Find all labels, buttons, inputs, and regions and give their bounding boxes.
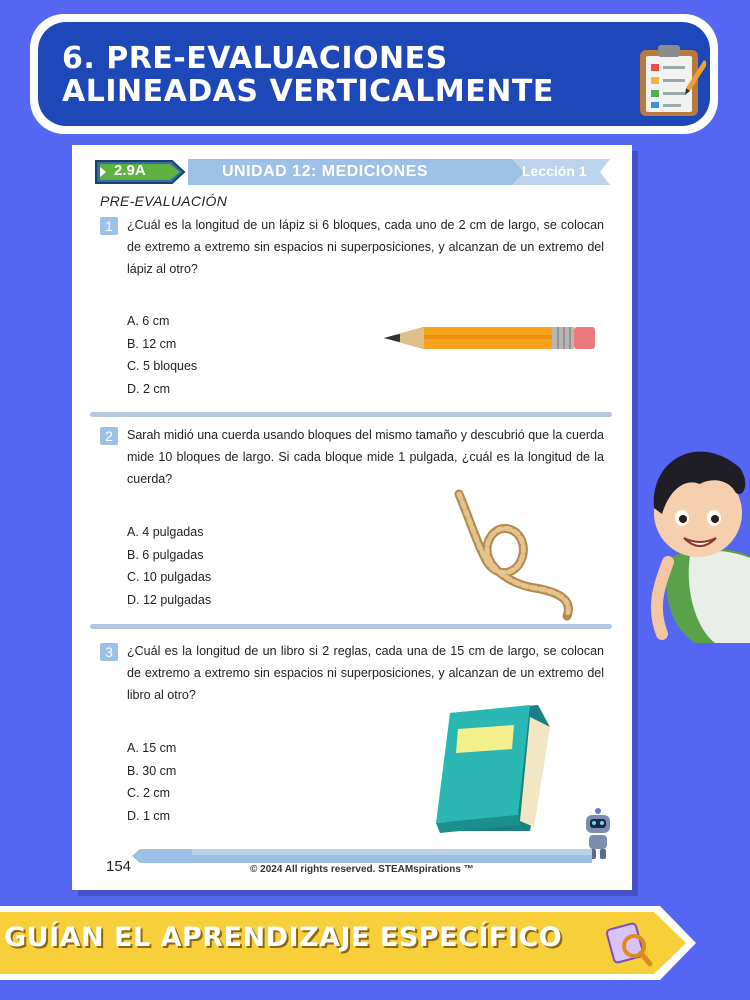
option-c[interactable]: C. 10 pulgadas (127, 570, 212, 584)
option-b[interactable]: B. 12 cm (127, 336, 177, 351)
copyright: © 2024 All rights reserved. STEAMspirations ™ (250, 864, 474, 875)
option-b[interactable]: B. 6 pulgadas (127, 547, 204, 562)
question-text-1: ¿Cuál es la longitud de un lápiz si 6 bloques, cada uno de 2 cm de largo, se colocan de extremo a extremo sin espacios ni superposiciones, y alcanzan de un extremo del lápiz al otro? (127, 218, 604, 276)
lesson-label: Lección 1 (522, 163, 587, 179)
scroll-magnifier-icon (604, 920, 654, 970)
clipboard-checklist-icon (636, 42, 706, 118)
option-d[interactable]: D. 1 cm (127, 808, 171, 823)
option-c[interactable]: C. 5 bloques (127, 359, 198, 373)
question-text-2: Sarah midió una cuerda usando bloques del mismo tamaño y descubrió que la cuerda mide 10 bloques de largo. Si cada bloque mide 1 pulgada, ¿cuál es la longitud de la cuerda? (127, 428, 604, 486)
options-3 (127, 741, 176, 831)
worksheet-page (72, 145, 632, 890)
header-title: 6. PRE-EVALUACIONES ALINEADAS VERTICALMENTE (62, 41, 554, 109)
option-b[interactable]: B. 30 cm (127, 763, 177, 778)
divider (90, 624, 612, 629)
question-number-3: 3 (100, 643, 118, 661)
book-image (422, 703, 554, 835)
pencil-image (384, 325, 598, 351)
unit-code: 2.9A (114, 162, 146, 179)
question-number-1: 1 (100, 217, 118, 235)
option-a[interactable]: A. 6 cm (127, 314, 170, 328)
option-a[interactable]: A. 4 pulgadas (127, 525, 204, 539)
footer-text: GUÍAN EL APRENDIZAJE ESPECÍFICO (4, 922, 563, 953)
option-c[interactable]: C. 2 cm (127, 786, 171, 800)
page-number: 154 (106, 858, 132, 875)
unit-code-badge (92, 159, 180, 185)
unit-title: UNIDAD 12: MEDICIONES (222, 163, 429, 180)
option-a[interactable]: A. 15 cm (127, 741, 177, 755)
footer-banner (0, 906, 700, 980)
question-text-3: ¿Cuál es la longitud de un libro si 2 reglas, cada una de 15 cm de largo, se colocan de extremo a extremo sin espacios ni superposiciones, y alcanzan de un extremo del libro al otro? (127, 644, 604, 702)
option-d[interactable]: D. 2 cm (127, 381, 171, 396)
unit-banner (92, 159, 610, 185)
header-panel (30, 14, 718, 134)
header-inner (38, 22, 710, 126)
question-number-2: 2 (100, 427, 118, 445)
option-d[interactable]: D. 12 pulgadas (127, 592, 212, 607)
boy-character-image (640, 438, 750, 648)
options-1 (127, 314, 197, 404)
section-label: PRE-EVALUACIÓN (100, 193, 228, 209)
divider (90, 412, 612, 417)
page-footer-bar (132, 849, 592, 863)
options-2 (127, 525, 211, 615)
rope-image (447, 488, 587, 623)
